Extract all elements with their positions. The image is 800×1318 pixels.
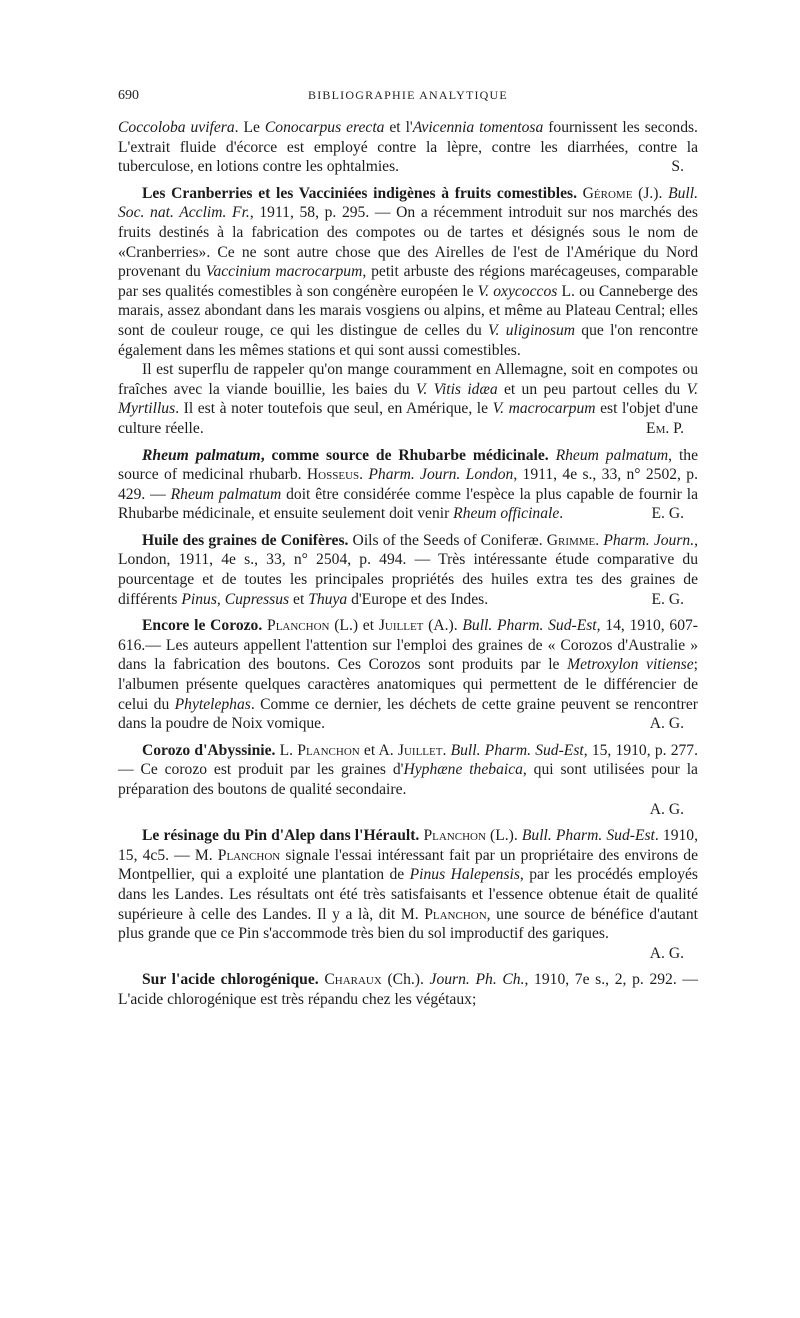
entry-rheum: [118, 446, 698, 524]
text-run: Très intéressante étude comparative du pourcentage et de toutes les principales propriétés des huiles extra tes des graines de différents: [118, 551, 698, 608]
author-name: Planchon: [267, 617, 330, 635]
journal-name: Bull. Soc. nat. Acclim. Fr.: [118, 184, 698, 222]
taxon-name: Cupressus: [224, 590, 290, 608]
citation-ref: , 1911, 4e s., 33, n° 2502, p. 429. —: [118, 466, 698, 503]
taxon-name: V. oxycoccos: [477, 282, 558, 300]
taxon-name: V. Vitis idæa: [415, 380, 498, 398]
entry-coniferes: [118, 531, 698, 609]
taxon-name: Rheum officinale: [453, 505, 560, 523]
taxon-name: Thuya: [308, 590, 348, 608]
author-name: Grimme.: [546, 531, 600, 549]
text-run: L. ou Canneberge des marais, assez abondant dans les marais vosgiens ou alpins, et même au Plateau Central; elles sont de couleur rouge, ce qui les distingue de celles du: [118, 282, 698, 339]
text-run: , par les procédés employés dans les Landes. Les résultats ont été très satisfaisants et l'essence obtenue était de qualité supérieure à celle des Landes. Il y a là, dit M.: [118, 866, 698, 923]
author-name: Planchon: [297, 741, 360, 759]
text-run: et l': [384, 119, 413, 136]
author-name: Planchon: [423, 827, 486, 845]
journal-name: Pharm. Journ. London: [368, 466, 514, 484]
reviewer-initials: S.: [671, 158, 684, 176]
author-name: Juillet: [397, 741, 443, 759]
text-run: que l'on rencontre également dans les mêmes stations et qui sont aussi comestibles.: [118, 321, 698, 359]
journal-name: Bull. Pharm. Sud-Est: [450, 741, 584, 759]
entry-title: Encore le Corozo.: [142, 617, 263, 635]
text-run: ,: [216, 590, 225, 608]
author-name: Hosseus.: [306, 466, 364, 484]
citation-ref: , London, 1911, 4e s., 33, n° 2504, p. 494. —: [118, 531, 698, 569]
reviewer-initials: E. G.: [651, 505, 684, 523]
taxon-name: Coccoloba uvifera: [118, 119, 235, 136]
reviewer-initials: A. G.: [649, 800, 684, 818]
text-run: . Comme ce dernier, les déchets de cette graine peuvent se rencontrer dans la poudre de Noix vomique.: [118, 695, 698, 733]
text-run: d'Europe et des Indes.: [347, 590, 489, 608]
entry-corozo: [118, 616, 698, 734]
page-number: 690: [118, 88, 139, 103]
journal-name: Journ. Ph. Ch.: [429, 971, 525, 989]
taxon-name: Vaccinium macrocarpum: [205, 263, 363, 281]
text-run: et un peu partout celles du: [497, 380, 687, 398]
entry-cranberries-para2: [118, 360, 698, 438]
text-run: doit être considérée comme l'espèce la plus capable de fournir la Rhubarbe médicinale, et ensuite seulement doit venir: [118, 485, 699, 523]
taxon-name: Rheum palmatum: [142, 446, 261, 464]
reviewer-initials: A. G.: [649, 715, 684, 733]
text-run: Il est superflu de rappeler qu'on mange couramment en Allemagne, soit en compotes ou fraîches avec la viande bouillie, les baies du: [118, 361, 698, 398]
entry-chlorogenique: [118, 970, 698, 1009]
page-body: [118, 118, 698, 1010]
text-run: signale l'essai intéressant fait par un propriétaire des environs de Montpellier, qui a exploité une plantation de: [118, 846, 698, 884]
text-run: , qui sont utilisées pour la préparation des boutons de qualité secondaire.: [118, 761, 698, 798]
author-name: Planchon: [424, 905, 487, 923]
text-run: On a récemment introduit sur nos marchés des fruits destinés à la fabrication des compotes ou de tartes et désignés sous le nom de «Cranberries». Ce ne sont autre chose que des Airelles de l'est de l'Amérique du Nord provenant du: [118, 204, 698, 281]
entry-title: Sur l'acide chlorogénique.: [142, 971, 319, 989]
entry-cranberries: [118, 184, 698, 360]
entry-abyssinie: [118, 741, 698, 800]
running-title: BIBLIOGRAPHIE ANALYTIQUE: [308, 88, 508, 102]
taxon-name: V. macrocarpum: [492, 400, 596, 418]
taxon-name: Metroxylon vitiense: [567, 656, 694, 674]
text-run: , comme source de Rhubarbe médicinale.: [260, 446, 549, 464]
running-head: [118, 88, 698, 110]
entry-title: Corozo d'Abyssinie.: [142, 741, 276, 759]
taxon-name: Phytelephas: [174, 695, 251, 713]
text-run: . Il est à noter toutefois que seul, en Amérique, le: [175, 400, 493, 418]
citation-ref: , 1910, 7e s., 2, p. 292. —: [524, 971, 698, 989]
citation-ref: , 15, 1910, p. 277. —: [118, 741, 699, 779]
text-run: .: [559, 505, 564, 523]
continuation-paragraph: [118, 118, 698, 177]
reviewer-initials: E. G.: [651, 590, 684, 608]
taxon-name: V. uliginosum: [488, 321, 576, 339]
author-name: Charaux: [324, 971, 382, 989]
entry-resinage: [118, 826, 698, 944]
text-run: , the source of medicinal rhubarb.: [118, 446, 698, 484]
text-run: , une source de bénéfice d'autant plus grande que ce Pin s'accommode très bien du sol improductif des gariques.: [118, 905, 698, 943]
text-run: Les auteurs appellent l'attention sur l'emploi des graines de « Corozos d'Australie » dans la fabrication des boutons. Ces Corozos sont produits par le: [118, 636, 699, 674]
taxon-name: V. Myrtillus: [118, 380, 698, 418]
author-name: Juillet: [378, 617, 424, 635]
journal-name: Bull. Pharm. Sud-Est: [521, 827, 655, 845]
author-name: Planchon: [217, 846, 281, 864]
text-run: (L.).: [485, 827, 522, 845]
entry-title: Le résinage du Pin d'Alep dans l'Hérault.: [142, 827, 420, 845]
taxon-name: Conocarpus erecta: [264, 119, 385, 136]
reviewer-initials: A. G.: [649, 944, 684, 962]
text-run: Oils of the Seeds of Coniferæ.: [348, 531, 547, 549]
text-run: .: [442, 741, 451, 759]
text-run: (L.) et: [329, 617, 379, 635]
reviewer-initials: Em. P.: [646, 419, 684, 437]
text-run: est l'objet d'une culture réelle.: [118, 400, 698, 437]
taxon-name: Pinus Halepensis: [409, 866, 520, 884]
citation-ref: , 14, 1910, 607-616.—: [118, 617, 699, 654]
citation-ref: . 1910, 15, 4c5. — M.: [118, 827, 699, 864]
taxon-name: Avicennia tomentosa: [412, 119, 544, 136]
text-run: Ce corozo est produit par les graines d': [140, 761, 404, 779]
text-run: . Le: [234, 119, 265, 136]
entry-title: Les Cranberries et les Vacciniées indigènes à fruits comestibles.: [142, 184, 577, 202]
entry-title: Huile des graines de Conifères.: [142, 531, 349, 549]
journal-name: Bull. Pharm. Sud-Est: [462, 617, 597, 635]
author-name: Gérome (J.).: [582, 184, 663, 202]
text-run: ; l'albumen présente quelques caractères anatomiques qui permettent de le différencier de celui du: [118, 656, 698, 713]
journal-name: Pharm. Journ.: [603, 531, 695, 549]
taxon-name: Rheum palmatum: [555, 446, 669, 464]
text-run: L.: [275, 741, 298, 759]
text-run: L'acide chlorogénique est très répandu chez les végétaux;: [118, 990, 477, 1008]
text-run: et A.: [359, 741, 398, 759]
text-run: , petit arbuste des régions marécageuses, comparable par ses qualités comestibles à son congénère européen le: [118, 263, 699, 300]
text-run: fournissent les seconds. L'extrait fluide d'écorce est employé contre la lèpre, contre les diarrhées, contre la tuberculose, en lotions contre les ophtalmies.: [118, 119, 698, 176]
citation-ref: , 1911, 58, p. 295. —: [249, 204, 397, 222]
taxon-name: Rheum palmatum: [170, 485, 282, 503]
text-run: (Ch.).: [381, 971, 430, 989]
entry-title: [142, 447, 549, 464]
text-run: (A.).: [423, 617, 463, 635]
taxon-name: Hyphæne thebaica: [403, 761, 523, 779]
text-run: et: [289, 590, 309, 608]
taxon-name: Pinus: [181, 590, 217, 608]
